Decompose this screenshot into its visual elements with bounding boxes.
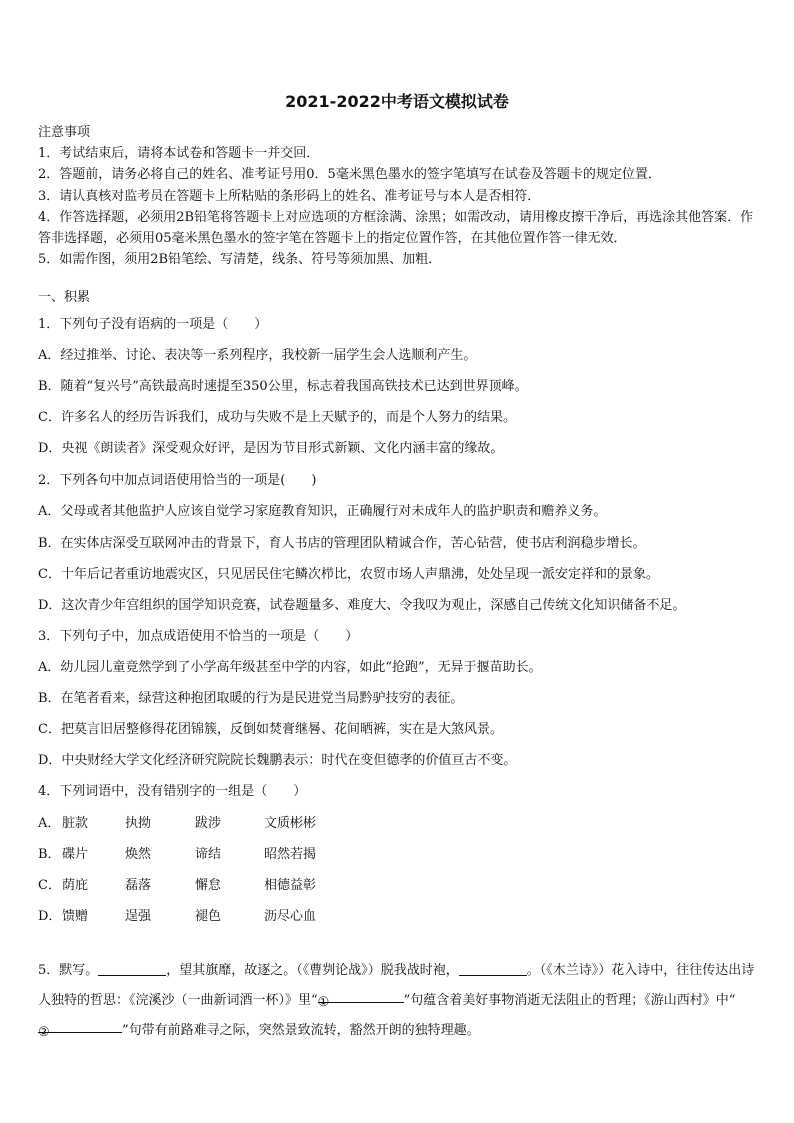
q4-row-a-label: A．: [38, 816, 61, 831]
q4-row-a-word-3: 跋涉: [195, 816, 222, 831]
notice-heading: 注意事项: [38, 125, 91, 140]
q3-option-a: A．幼儿园儿童竟然学到了小学高年级甚至中学的内容，如此“抢跑”，无异于揠苗助长。: [38, 660, 542, 675]
q4-row-c-label: C．: [38, 878, 61, 893]
q4-row-b-word-3: 谛结: [195, 847, 222, 862]
notice-item-3: 3．请认真核对监考员在答题卡上所粘贴的条形码上的姓名、准考证号与本人是否相符．: [38, 188, 541, 204]
q4-row-a-word-2: 执拗: [125, 816, 152, 831]
q4-row-b-word-4: 昭然若揭: [264, 847, 317, 862]
q4-row-d-word-1: 馈赠: [62, 909, 89, 924]
q2-option-c: C．十年后记者重访地震灾区，只见居民住宅鳞次栉比，农贸市场人声鼎沸，处处呈现一派安定祥和的景象。: [38, 567, 659, 582]
q2-option-d: D．这次青少年宫组织的国学知识竞赛，试卷题量多、难度大、令我叹为观止，深感自己传统文化知识储备不足。: [38, 598, 686, 613]
q4-row-c-word-4: 相德益彰: [264, 878, 317, 893]
q2-option-a: A．父母或者其他监护人应该自觉学习家庭教育知识，正确履行对未成年人的监护职责和赡养义务。: [38, 504, 607, 519]
q4-stem: 4．下列词语中，没有错别字的一组是（ ）: [38, 784, 307, 799]
q5-blank-2[interactable]: [459, 961, 527, 976]
q1-option-d: D．央视《朗读者》深受观众好评，是因为节目形式新颖、文化内涵丰富的缘故。: [38, 441, 504, 456]
exam-title: 2021-2022中考语文模拟试卷: [285, 92, 509, 111]
notice-item-4: 4．作答选择题，必须用2B铅笔将答题卡上对应选项的方框涂满、涂黑；如需改动，请用橡皮擦干净后，再选涂其他答案．作答非选择题，必须用05毫米黑色墨水的签字笔在答题卡上的指定位置作答，在其他位置作答一律无效．: [38, 209, 754, 247]
q5-text-1: 5．默写。: [38, 963, 99, 978]
q2-stem: 2．下列各句中加点词语使用恰当的一项是( ): [38, 473, 317, 488]
q4-row-d-word-2: 逞强: [125, 909, 152, 924]
q1-option-b: B．随着“复兴号”高铁最高时速提至350公里，标志着我国高铁技术已达到世界顶峰。: [38, 379, 528, 394]
q1-stem: 1．下列句子没有语病的一项是（ ）: [38, 317, 268, 332]
q4-row-d-word-4: 沥尽心血: [264, 909, 317, 924]
q4-row-d-label: D．: [38, 909, 62, 924]
q3-option-b: B．在笔者看来，绿营这种抱团取暖的行为是民进党当局黔驴技穷的表征。: [38, 691, 464, 706]
q4-row-d-word-3: 褪色: [195, 909, 222, 924]
q4-row-b-label: B．: [38, 847, 61, 862]
q2-option-b: B．在实体店深受互联网冲击的背景下，育人书店的管理团队精诚合作，苦心钻营，使书店利润稳步增长。: [38, 536, 646, 551]
notice-item-1: 1．考试结束后，请将本试卷和答题卡一并交回．: [38, 146, 320, 162]
q4-row-b-word-1: 碟片: [62, 847, 89, 862]
q1-option-a: A．经过推举、讨论、表决等一系列程序，我校新一届学生会人选顺利产生。: [38, 348, 477, 363]
q3-option-c: C．把莫言旧居整修得花团锦簇，反倒如焚膏继晷、花间晒裤，实在是大煞风景。: [38, 722, 503, 737]
q4-row-c-word-2: 磊落: [125, 878, 152, 893]
q4-row-c-word-3: 懈怠: [195, 878, 222, 893]
q4-row-a-word-4: 文质彬彬: [264, 816, 317, 831]
notice-block: [38, 122, 760, 270]
q5-paragraph: [38, 956, 760, 1046]
notice-item-2: 2．答题前，请务必将自己的姓名、准考证号用0．5毫米黑色墨水的签字笔填写在试卷及答题卡的规定位置．: [38, 167, 661, 183]
q5-marker-2: ②: [38, 1025, 50, 1040]
q5-text-5: ”句带有前路难寻之际，突然景致流转，豁然开朗的独特理趣。: [122, 1023, 480, 1038]
notice-item-5: 5．如需作图，须用2B铅笔绘、写清楚，线条、符号等须加黑、加粗．: [38, 252, 442, 268]
q5-text-4: ”句蕴含着美好事物消逝无法阻止的哲理；《游山西村》中“: [403, 993, 736, 1008]
section-heading: 一、积累: [38, 290, 91, 305]
q5-blank-3[interactable]: [317, 988, 404, 1010]
q5-text-3: 。（《木兰诗》）花入诗中，往往传达出诗人独特的哲思：《浣溪沙（一曲新词酒一杯）》里“: [38, 963, 755, 1008]
q5-marker-1: ①: [317, 995, 330, 1010]
q5-blank-1[interactable]: [98, 961, 166, 976]
q3-option-d: D．中央财经大学文化经济研究院院长魏鹏表示：时代在变但德孝的价值亘古不变。: [38, 753, 517, 768]
q3-stem: 3．下列句子中，加点成语使用不恰当的一项是（ ）: [38, 629, 359, 644]
q4-row-b-word-2: 焕然: [125, 847, 152, 862]
q4-row-a-word-1: 脏款: [62, 816, 89, 831]
q1-option-c: C．许多名人的经历告诉我们，成功与失败不是上天赋予的，而是个人努力的结果。: [38, 410, 516, 425]
q5-text-2: ，望其旗靡，故逐之。（《曹刿论战》）脱我战时袍，: [166, 963, 459, 978]
q4-row-c-word-1: 荫庇: [62, 878, 89, 893]
q5-blank-4[interactable]: [38, 1018, 122, 1040]
